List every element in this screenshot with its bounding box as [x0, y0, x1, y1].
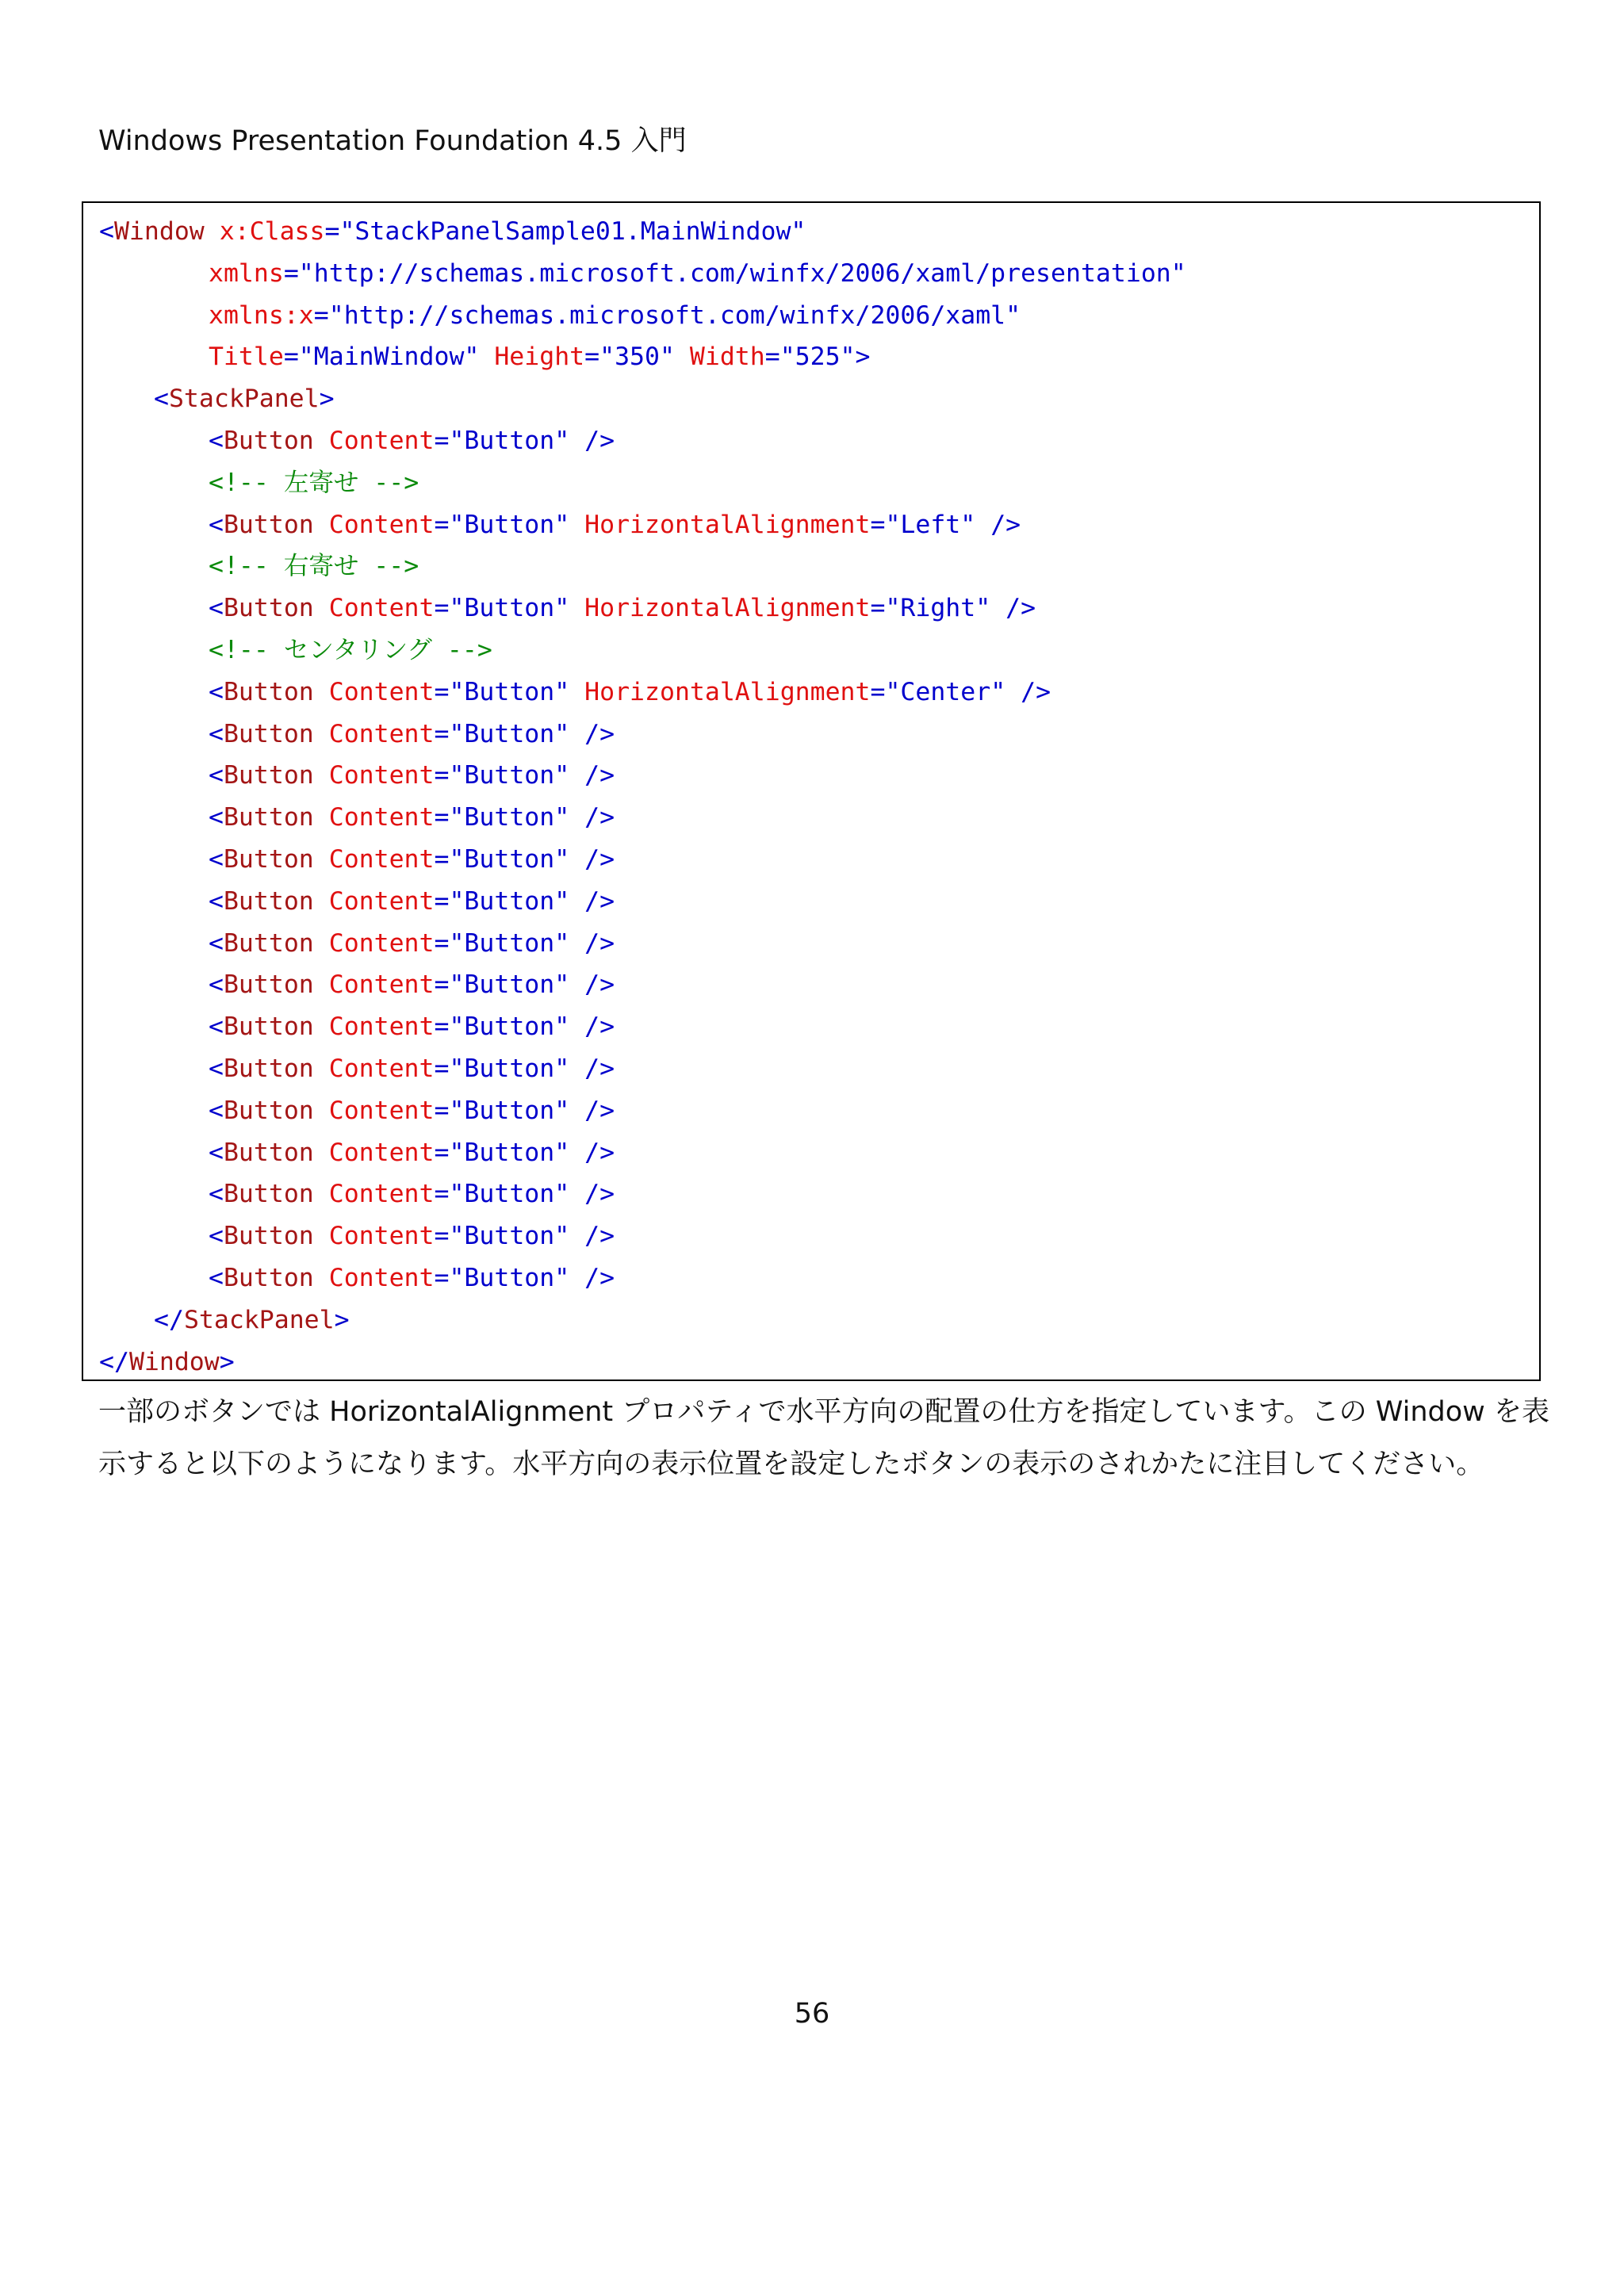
code-token: <: [209, 928, 224, 958]
code-token: Button: [223, 803, 314, 832]
code-token: <: [209, 594, 224, 623]
code-line: [99, 336, 1539, 378]
code-token: [314, 511, 329, 539]
code-line: [99, 378, 1539, 420]
code-line: [99, 1006, 1539, 1048]
code-token: "Button": [449, 928, 570, 958]
code-token: Content: [328, 761, 435, 790]
code-token: "StackPanelSample01.MainWindow": [339, 217, 806, 246]
code-token: Content: [328, 1012, 435, 1042]
code-token: Button: [223, 928, 314, 958]
code-token: Button: [223, 594, 314, 623]
code-line: [99, 755, 1539, 797]
code-token: />: [569, 803, 615, 832]
code-token: />: [975, 510, 1021, 539]
code-token: =: [434, 886, 450, 916]
code-token: <!-- 右寄せ -->: [209, 552, 419, 581]
code-token: [314, 1054, 329, 1083]
code-token: />: [569, 1138, 615, 1167]
code-token: Content: [328, 594, 435, 623]
code-token: =: [434, 1096, 450, 1125]
code-line: [99, 462, 1539, 504]
code-line: [99, 629, 1539, 672]
code-token: xmlns: [209, 258, 284, 288]
code-token: =: [870, 677, 886, 706]
code-token: Content: [328, 1054, 435, 1083]
code-token: =: [434, 510, 450, 539]
code-token: />: [569, 1263, 615, 1292]
code-token: <: [209, 970, 224, 1000]
code-token: =: [434, 594, 450, 623]
code-token: =: [434, 1180, 450, 1209]
code-token: "Button": [449, 1222, 570, 1251]
code-token: StackPanel: [168, 385, 320, 414]
code-token: =: [434, 928, 450, 958]
code-token: />: [569, 1054, 615, 1083]
code-token: Content: [328, 1222, 435, 1251]
code-token: "Left": [885, 510, 976, 539]
code-token: [314, 887, 329, 916]
code-token: Content: [328, 426, 435, 455]
code-line: [99, 253, 1539, 295]
code-token: "Button": [449, 970, 570, 1000]
code-token: </: [154, 1305, 184, 1334]
code-token: [314, 1138, 329, 1167]
code-token: "Button": [449, 719, 570, 748]
code-token: <: [209, 426, 224, 455]
code-token: Button: [223, 1096, 314, 1125]
body-line-2: 示すると以下のようになります。水平方向の表示位置を設定したボタンの表示のされかたに注目してください。: [98, 1448, 1484, 1480]
code-token: <: [209, 1263, 224, 1292]
code-token: <: [209, 1222, 224, 1251]
code-token: "Button": [449, 1180, 570, 1209]
code-token: Button: [223, 1222, 314, 1251]
code-line: [99, 1090, 1539, 1132]
code-token: Content: [328, 803, 435, 832]
code-line: [99, 714, 1539, 756]
code-token: HorizontalAlignment: [584, 677, 871, 706]
body-paragraph: [98, 1386, 1549, 1490]
code-token: "Button": [449, 1012, 570, 1042]
code-token: />: [569, 844, 615, 874]
code-line: [99, 211, 1539, 253]
code-line: [99, 1132, 1539, 1174]
code-line: [99, 1341, 1539, 1383]
code-token: [314, 970, 329, 999]
code-token: "Center": [885, 677, 1006, 706]
code-token: "Button": [449, 677, 570, 706]
code-token: >: [319, 385, 335, 414]
code-token: "Button": [449, 1054, 570, 1083]
code-token: =: [434, 1054, 450, 1083]
code-token: =: [764, 342, 780, 372]
code-token: [314, 594, 329, 622]
code-line: [99, 1215, 1539, 1257]
code-token: [569, 594, 584, 622]
code-line: [99, 420, 1539, 462]
code-token: Content: [328, 510, 435, 539]
code-token: [314, 1180, 329, 1208]
code-token: Content: [328, 1180, 435, 1209]
code-token: Button: [223, 1054, 314, 1083]
code-line: [99, 797, 1539, 839]
code-token: >: [219, 1347, 235, 1376]
code-token: <: [209, 1180, 224, 1209]
code-token: Content: [328, 1138, 435, 1167]
code-token: <: [154, 385, 169, 414]
code-token: />: [990, 594, 1036, 623]
code-token: xmlns:x: [209, 300, 314, 330]
code-token: =: [434, 426, 450, 455]
code-token: =: [584, 342, 600, 372]
code-token: =: [434, 719, 450, 748]
code-token: [314, 803, 329, 832]
code-line: [99, 295, 1539, 337]
code-token: Height: [494, 342, 585, 372]
code-token: "Button": [449, 426, 570, 455]
code-token: Button: [223, 1012, 314, 1042]
code-listing: [82, 201, 1541, 1381]
code-token: />: [1005, 677, 1051, 706]
code-token: =: [434, 1138, 450, 1167]
code-token: Content: [328, 928, 435, 958]
code-token: Button: [223, 510, 314, 539]
code-token: Button: [223, 677, 314, 706]
code-token: "http://schemas.microsoft.com/winfx/2006/xaml/presentation": [298, 258, 1186, 288]
code-token: [675, 342, 690, 371]
code-token: [479, 342, 494, 371]
code-token: [205, 217, 220, 246]
code-token: Button: [223, 844, 314, 874]
code-token: <: [209, 1096, 224, 1125]
code-token: [314, 427, 329, 455]
code-token: "Button": [449, 1263, 570, 1292]
code-token: />: [569, 970, 615, 1000]
code-token: =: [283, 258, 299, 288]
code-line: [99, 1257, 1539, 1299]
code-token: >: [855, 342, 871, 372]
code-token: />: [569, 1096, 615, 1125]
code-token: [314, 1264, 329, 1292]
code-token: Content: [328, 677, 435, 706]
code-token: "Button": [449, 844, 570, 874]
page-number: 56: [794, 1998, 830, 2030]
code-token: Window: [128, 1347, 220, 1376]
code-line: [99, 1048, 1539, 1090]
code-token: Content: [328, 719, 435, 748]
code-token: <: [209, 510, 224, 539]
code-line: [99, 881, 1539, 923]
code-token: <: [209, 844, 224, 874]
code-line: [99, 672, 1539, 714]
code-token: Content: [328, 844, 435, 874]
code-token: [314, 720, 329, 748]
code-token: Button: [223, 719, 314, 748]
code-token: StackPanel: [183, 1305, 335, 1334]
code-token: "MainWindow": [298, 342, 480, 372]
code-token: =: [434, 970, 450, 1000]
code-token: />: [569, 426, 615, 455]
code-token: Content: [328, 970, 435, 1000]
code-token: Content: [328, 1263, 435, 1292]
code-token: =: [434, 1263, 450, 1292]
code-token: />: [569, 886, 615, 916]
code-token: Content: [328, 1096, 435, 1125]
code-token: x:Class: [219, 217, 325, 246]
code-token: <: [209, 761, 224, 790]
code-token: >: [334, 1305, 350, 1334]
code-token: "Button": [449, 886, 570, 916]
code-token: =: [870, 510, 886, 539]
code-token: Button: [223, 761, 314, 790]
code-token: />: [569, 1222, 615, 1251]
code-token: [314, 929, 329, 958]
code-token: [314, 845, 329, 874]
code-token: "Button": [449, 803, 570, 832]
code-token: "Right": [885, 594, 991, 623]
code-token: "Button": [449, 1096, 570, 1125]
code-token: />: [569, 719, 615, 748]
code-token: Title: [209, 342, 284, 372]
code-token: "Button": [449, 1138, 570, 1167]
code-line: [99, 1299, 1539, 1341]
code-token: Window: [113, 217, 205, 246]
code-token: Content: [328, 886, 435, 916]
code-token: [314, 761, 329, 790]
code-token: =: [313, 300, 329, 330]
code-token: =: [434, 1012, 450, 1042]
code-token: Button: [223, 970, 314, 1000]
code-line: [99, 839, 1539, 881]
code-line: [99, 964, 1539, 1006]
code-token: "350": [599, 342, 675, 372]
code-token: "525": [779, 342, 856, 372]
code-token: <: [209, 1012, 224, 1042]
code-token: =: [434, 844, 450, 874]
code-token: />: [569, 1180, 615, 1209]
code-line: [99, 545, 1539, 587]
code-token: <!-- 左寄せ -->: [209, 468, 419, 497]
code-token: Button: [223, 1180, 314, 1209]
code-line: [99, 923, 1539, 965]
code-token: =: [324, 217, 340, 246]
code-token: =: [870, 594, 886, 623]
code-token: Button: [223, 1138, 314, 1167]
code-token: =: [434, 1222, 450, 1251]
code-token: [314, 1012, 329, 1041]
code-token: />: [569, 761, 615, 790]
code-token: <: [209, 1054, 224, 1083]
code-token: =: [283, 342, 299, 372]
body-line-1: 一部のボタンでは HorizontalAlignment プロパティで水平方向の配置の仕方を指定しています。この Window を表: [98, 1396, 1549, 1428]
code-line: [99, 1173, 1539, 1215]
code-token: Button: [223, 886, 314, 916]
code-token: </: [99, 1347, 129, 1376]
code-line: [99, 504, 1539, 546]
code-token: =: [434, 803, 450, 832]
code-token: HorizontalAlignment: [584, 510, 871, 539]
code-token: [314, 678, 329, 706]
code-token: [569, 678, 584, 706]
code-token: =: [434, 677, 450, 706]
code-token: [314, 1222, 329, 1250]
code-token: <!-- センタリング -->: [209, 635, 492, 664]
code-token: HorizontalAlignment: [584, 594, 871, 623]
code-token: "http://schemas.microsoft.com/winfx/2006/xaml": [328, 300, 1021, 330]
code-token: "Button": [449, 510, 570, 539]
code-token: />: [569, 1012, 615, 1042]
code-token: <: [209, 886, 224, 916]
code-token: [314, 1096, 329, 1125]
code-token: <: [209, 803, 224, 832]
code-token: Width: [689, 342, 765, 372]
code-token: "Button": [449, 594, 570, 623]
code-token: <: [209, 719, 224, 748]
code-token: <: [209, 677, 224, 706]
code-line: [99, 587, 1539, 629]
code-token: =: [434, 761, 450, 790]
code-token: <: [99, 217, 114, 246]
code-token: [569, 511, 584, 539]
code-token: Button: [223, 426, 314, 455]
code-token: Button: [223, 1263, 314, 1292]
code-token: "Button": [449, 761, 570, 790]
code-token: />: [569, 928, 615, 958]
running-header: Windows Presentation Foundation 4.5 入門: [98, 125, 687, 157]
code-token: <: [209, 1138, 224, 1167]
